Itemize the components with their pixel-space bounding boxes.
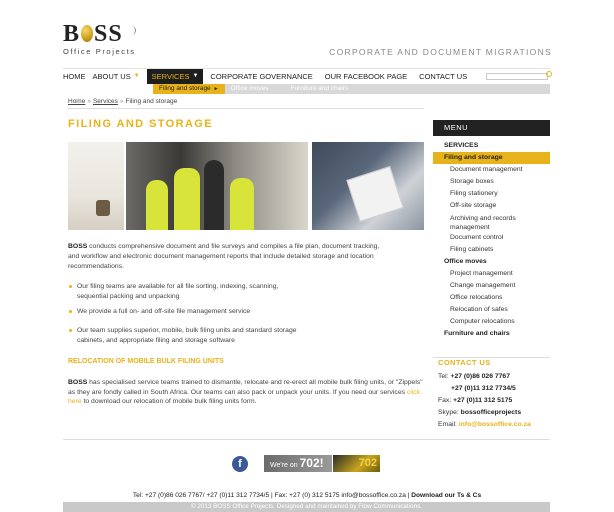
logo-swoosh-icon [129, 26, 136, 35]
sidebar-item-office-moves[interactable]: Office moves [444, 258, 487, 265]
worker-shape [230, 178, 254, 230]
worker-shape [204, 160, 224, 230]
nav-item-facebook-page[interactable]: OUR FACEBOOK PAGE [324, 71, 408, 81]
relocation-paragraph: BOSS has specialised service teams trained to dismantle, relocate and re-erect all mobile bulk filing units, or "Zippels" as they are fondly called in South Africa. Our teams can also pack or unpack your units. If you need our services click here to download our relocation of mobile bulk filing units form. [68, 379, 423, 405]
sidebar-item-off-site-storage[interactable]: Off-site storage [450, 202, 497, 209]
sidebar-item-filing-stationery[interactable]: Filing stationery [450, 190, 498, 197]
logo[interactable] [63, 22, 136, 56]
tagline: CORPORATE AND DOCUMENT MIGRATIONS [329, 47, 552, 57]
subnav-item-furniture-and-chairs[interactable]: Furniture and chairs [290, 85, 349, 92]
worker-shape [146, 180, 168, 230]
sidebar-menu [433, 140, 550, 340]
worker-shape [174, 168, 200, 230]
list-item: We provide a full on- and off-site file management service [68, 307, 298, 317]
nav-item-services[interactable]: SERVICES ▼ [147, 69, 204, 84]
office-photo [68, 142, 124, 230]
document-shape [346, 166, 403, 222]
chair-shape [96, 200, 110, 216]
breadcrumb [68, 98, 177, 105]
chevron-down-icon: ▼ [133, 72, 140, 79]
breadcrumb-separator: » [87, 98, 91, 105]
footer-contact: Tel: +27 (0)86 026 7767/ +27 (0)11 312 7734/5 | Fax: +27 (0) 312 5175 info@bossoffice.co.za | Download our Ts & Cs [132, 492, 482, 499]
sidebar-item-relocation-of-safes[interactable]: Relocation of safes [450, 306, 508, 313]
search-icon[interactable] [546, 71, 552, 77]
download-terms-link[interactable]: Download our Ts & Cs [411, 492, 482, 499]
nav-item-corporate-governance[interactable]: CORPORATE GOVERNANCE [210, 71, 313, 81]
download-form-link[interactable]: click here [68, 388, 421, 405]
phone-number: +27 (0)86 026 7767 [450, 373, 510, 380]
logo-wordmark: B SS [63, 22, 136, 46]
divider [68, 108, 424, 109]
sidebar-item-computer-relocations[interactable]: Computer relocations [450, 318, 515, 325]
search-input[interactable] [486, 73, 548, 80]
copyright: © 2013 BOSS Office Projects. Designed and maintained by Flow Communications. [63, 502, 550, 512]
divider [63, 439, 550, 440]
sidebar-item-filing-and-storage[interactable]: Filing and storage [433, 152, 550, 164]
nav-item-home[interactable]: HOME [63, 71, 86, 81]
services-subnav [153, 84, 550, 94]
nav-item-about-us[interactable]: ABOUT US ▼ [93, 69, 147, 84]
logo-egg-icon [81, 25, 93, 42]
logo-subtitle: Office Projects [63, 47, 136, 56]
subnav-item-office-moves[interactable]: Office moves [230, 85, 269, 92]
photo-strip [68, 142, 424, 230]
workers-photo [126, 142, 308, 230]
section-heading: RELOCATION OF MOBILE BULK FILING UNITS [68, 358, 224, 365]
sidebar-item-project-management[interactable]: Project management [450, 270, 513, 277]
contact-details: Tel: +27 (0)86 026 7767 +27 (0)11 312 7734/5 Fax: +27 (0)11 312 5175 Skype: bossofficeprojects Email: info@bossoffice.co.za [438, 373, 531, 428]
sidebar-item-document-management[interactable]: Document management [450, 166, 523, 173]
fax-number: +27 (0)11 312 5175 [453, 397, 513, 404]
main-nav [63, 68, 550, 83]
sidebar-item-services[interactable]: SERVICES [444, 142, 479, 149]
sidebar-item-document-control[interactable]: Document control [450, 234, 504, 241]
phone-number: +27 (0)11 312 7734/5 [451, 385, 516, 392]
radio-702-badge[interactable]: We're on 702! [264, 455, 332, 472]
service-bullets [68, 282, 298, 351]
sidebar-menu-heading: MENU [433, 120, 550, 136]
list-item: Our team supplies superior, mobile, bulk filing units and standard storage cabinets, and appropriate filing and storage software [68, 326, 298, 346]
chevron-down-icon: ▼ [192, 72, 199, 79]
sidebar-item-office-relocations[interactable]: Office relocations [450, 294, 503, 301]
list-item: Our filing teams are available for all file sorting, indexing, scanning, sequential packing and unpacking [68, 282, 298, 302]
nav-item-contact-us[interactable]: CONTACT US [419, 71, 468, 81]
triangle-right-icon: ► [213, 86, 219, 92]
email-link[interactable]: info@bossoffice.co.za [458, 421, 531, 428]
sidebar-item-change-management[interactable]: Change management [450, 282, 516, 289]
sidebar-item-archiving-records[interactable]: Archiving and records management [450, 215, 516, 231]
radio-702-logo: 702 [333, 455, 380, 472]
sidebar-item-furniture-and-chairs[interactable]: Furniture and chairs [444, 330, 510, 337]
intro-paragraph: BOSS conducts comprehensive document and file surveys and compiles a file plan, document tracking, and workflow and electronic document management reports that include detailed storage and location recommendations. [68, 243, 380, 270]
facebook-icon[interactable]: f [232, 456, 248, 472]
sidebar-item-storage-boxes[interactable]: Storage boxes [450, 178, 494, 185]
breadcrumb-home[interactable]: Home [68, 98, 86, 105]
contact-heading: CONTACT US [438, 358, 491, 367]
sidebar-item-filing-cabinets[interactable]: Filing cabinets [450, 246, 494, 253]
breadcrumb-current: Filing and storage [125, 98, 178, 105]
breadcrumb-services[interactable]: Services [92, 98, 118, 105]
skype-id: bossofficeprojects [460, 409, 522, 416]
scanning-photo [312, 142, 424, 230]
subnav-item-filing-and-storage[interactable]: Filing and storage ► [153, 84, 225, 94]
breadcrumb-separator: » [119, 98, 124, 105]
page-title: FILING AND STORAGE [68, 118, 213, 130]
